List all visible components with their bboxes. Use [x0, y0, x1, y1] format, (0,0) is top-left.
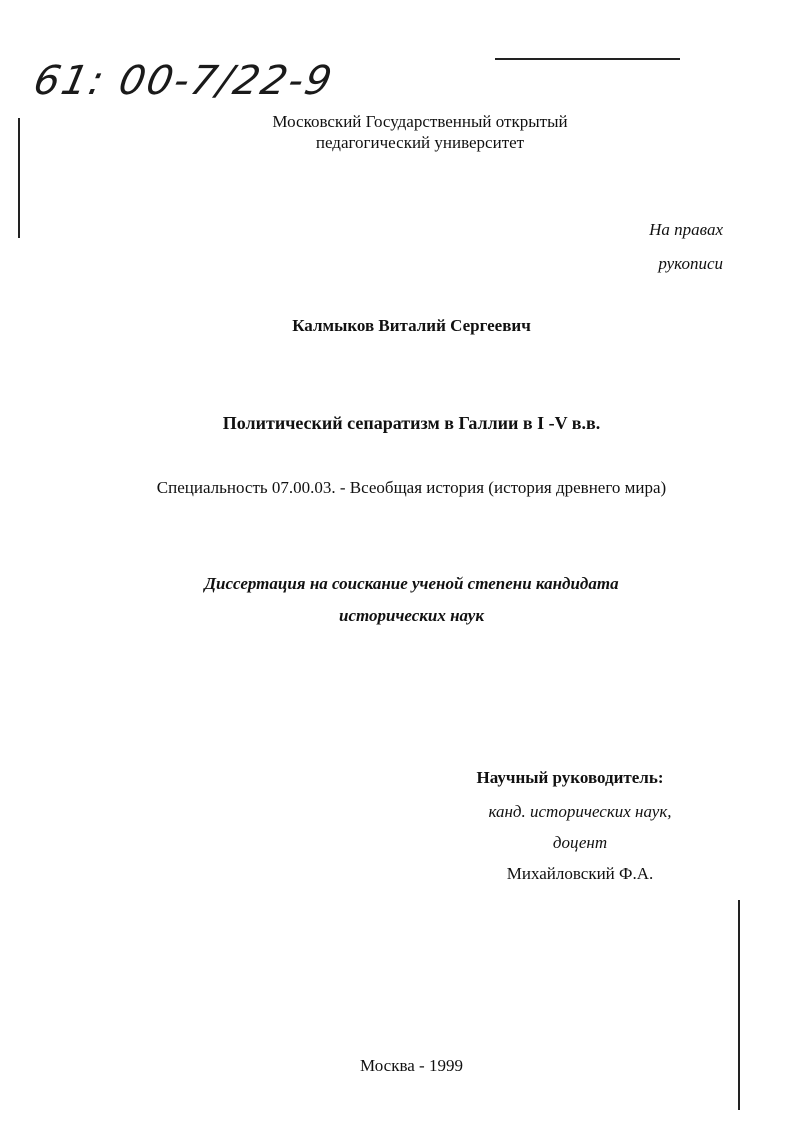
advisor-degree: канд. исторических наук, [488, 802, 672, 821]
specialty: Специальность 07.00.03. - Всеобщая история (история древнего мира) [156, 478, 667, 497]
university-name-line1: Московский Государственный открытый [272, 112, 568, 131]
dissertation-line1: Диссертация на соискание ученой степени кандидата [204, 574, 619, 593]
advisor-name: Михайловский Ф.А. [506, 864, 654, 883]
place-and-year: Москва - 1999 [360, 1056, 463, 1075]
dissertation-line2: исторических наук [339, 606, 484, 625]
scan-line-left [18, 118, 20, 238]
advisor-rank: доцент [552, 833, 608, 852]
handwritten-archive-code: 61: 00-7/22-9 [29, 58, 338, 104]
advisor-heading: Научный руководитель: [476, 768, 664, 787]
author-name: Калмыков Виталий Сергеевич [292, 316, 531, 335]
rights-note-line2: рукописи [658, 254, 723, 273]
scan-line-top [495, 58, 680, 60]
thesis-title: Политический сепаратизм в Галлии в I -V в.в. [222, 413, 601, 433]
scan-line-right [738, 900, 740, 1110]
university-name-line2: педагогический университет [315, 133, 525, 152]
rights-note-line1: На правах [649, 220, 723, 239]
